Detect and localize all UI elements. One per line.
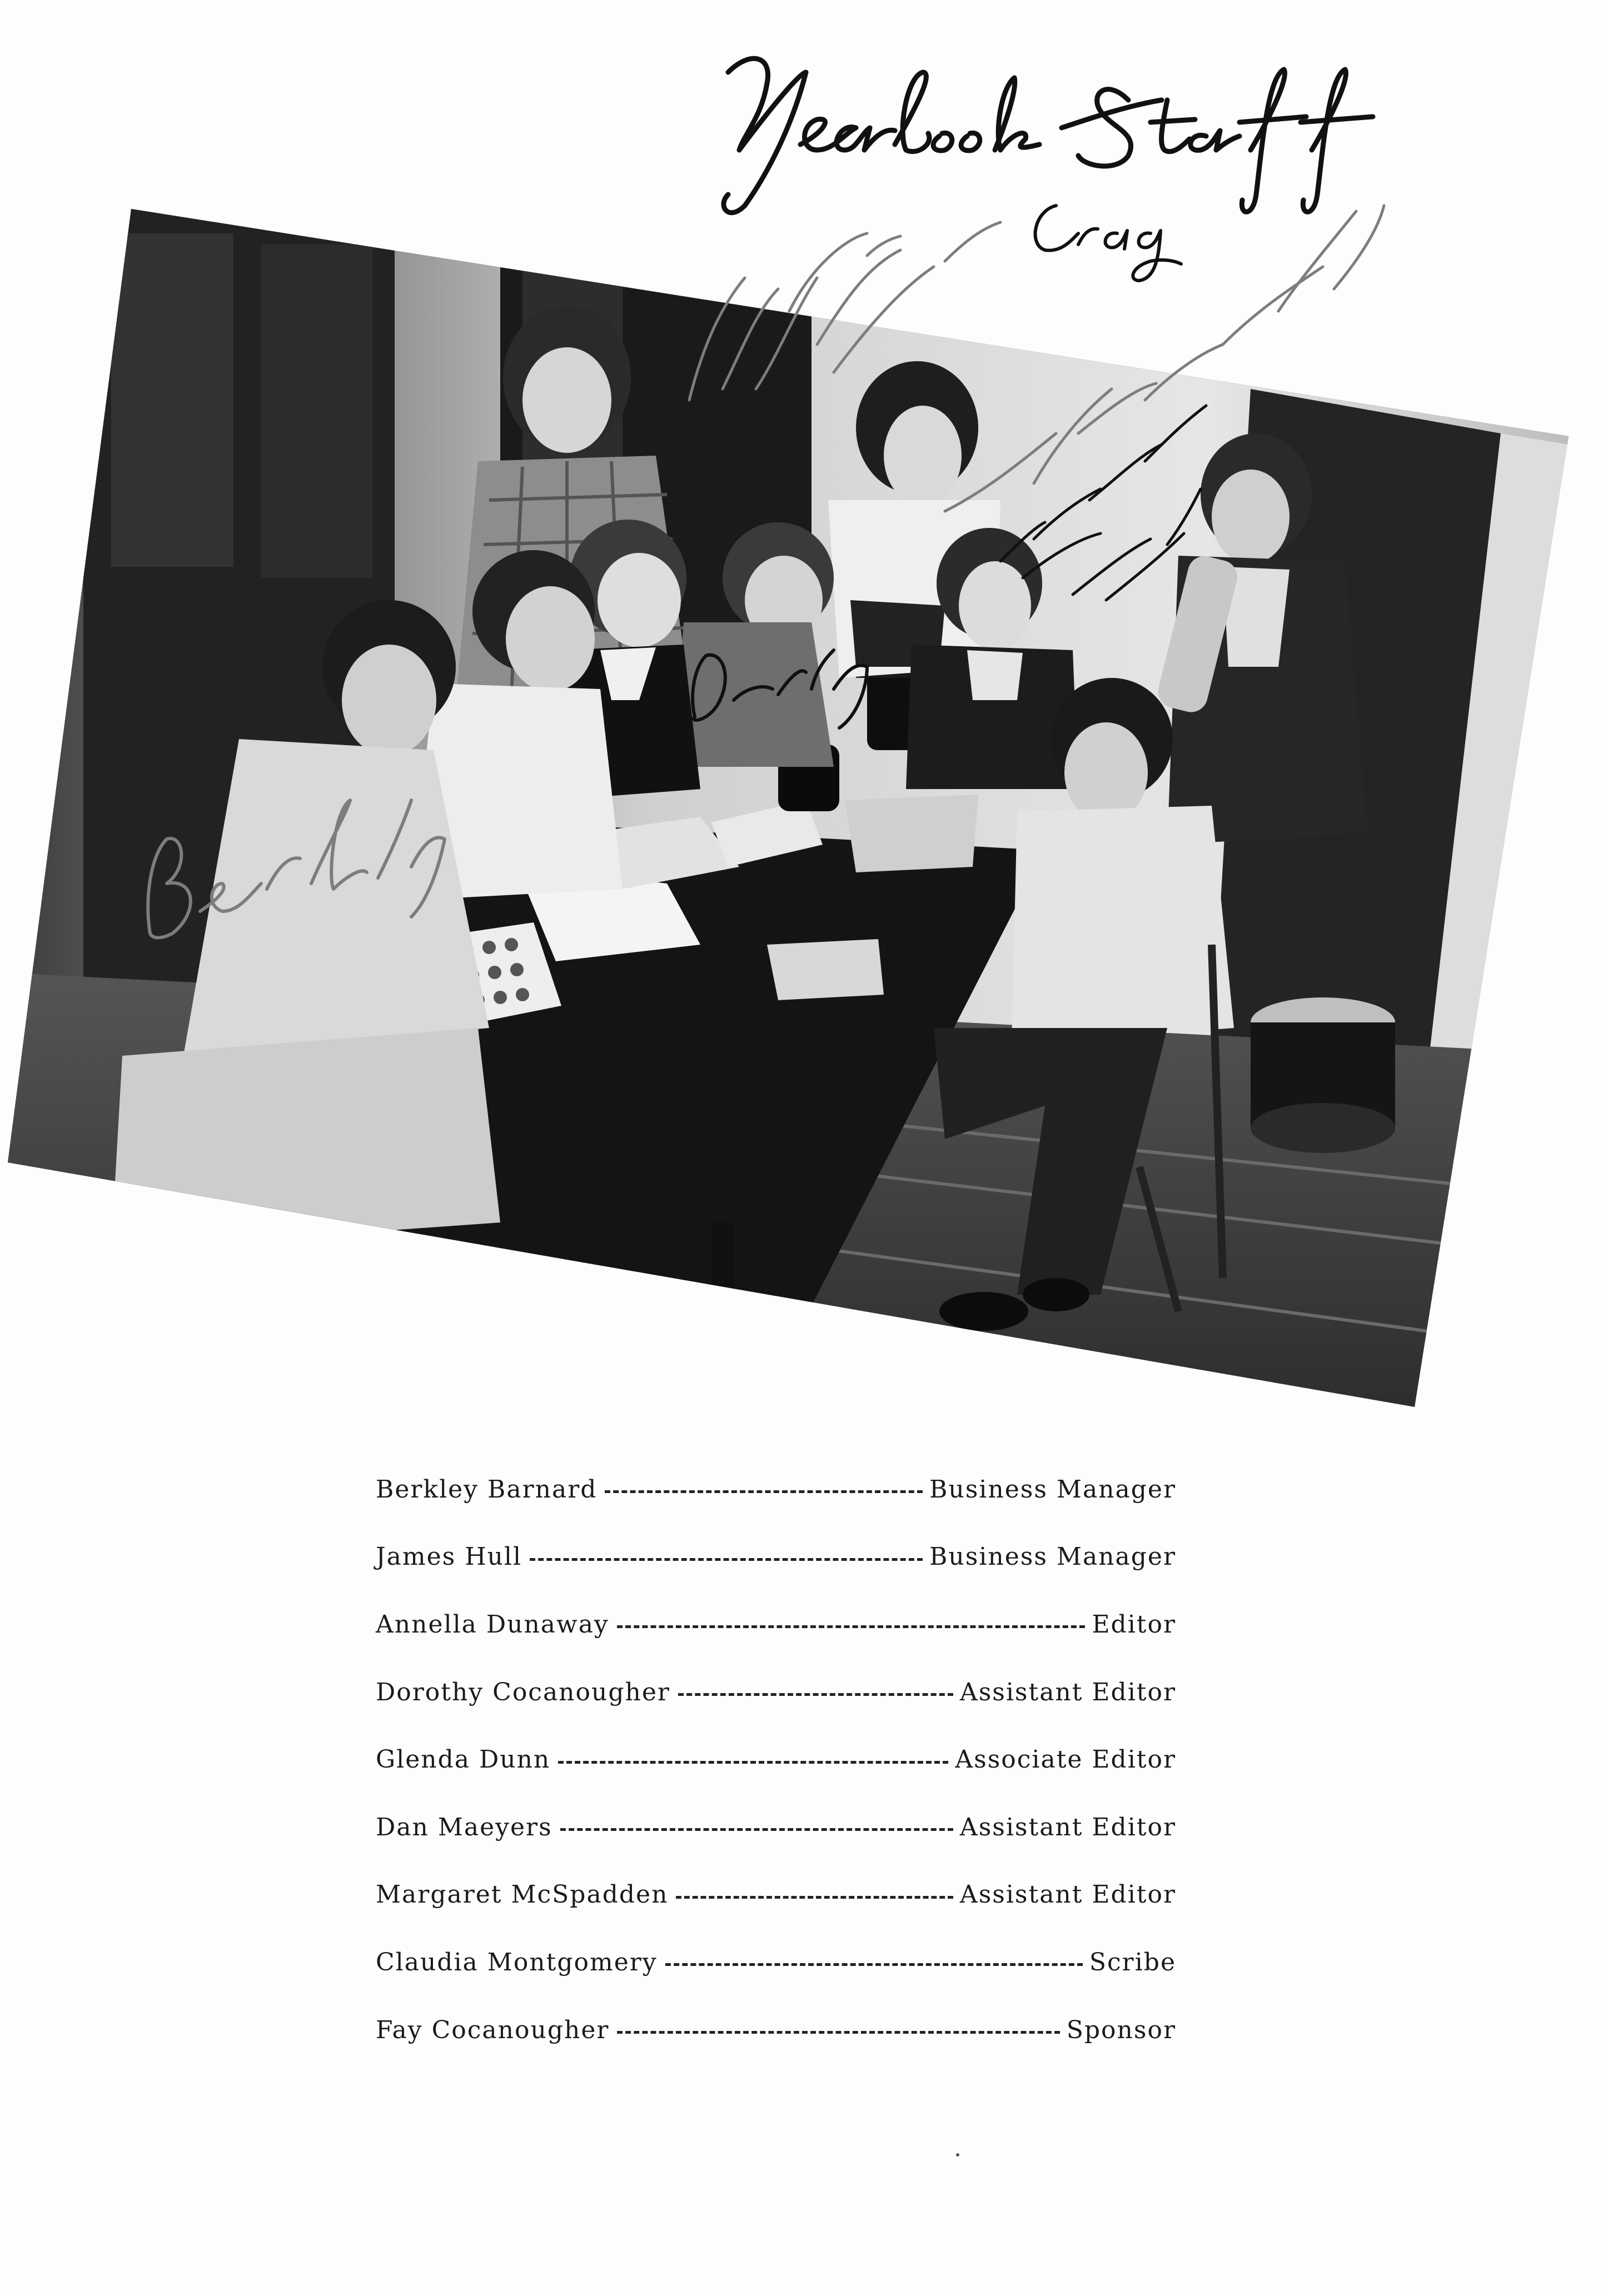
- roster-name: Glenda Dunn: [376, 1745, 551, 1774]
- roster-row: [376, 1794, 1176, 1861]
- roster-row: [376, 1591, 1176, 1659]
- roster-leader: [560, 1828, 953, 1831]
- roster-row: [376, 1524, 1176, 1591]
- roster-leader: [617, 1625, 1086, 1628]
- roster-role: Business Manager: [929, 1475, 1176, 1504]
- roster-leader: [530, 1558, 923, 1561]
- roster-role: Business Manager: [929, 1543, 1176, 1571]
- roster-leader: [558, 1761, 948, 1764]
- roster-leader: [678, 1693, 953, 1696]
- roster-leader: [617, 2031, 1059, 2034]
- roster-name: Claudia Montgomery: [376, 1948, 658, 1976]
- roster-name: Dorothy Cocanougher: [376, 1678, 670, 1706]
- roster-row: [376, 1456, 1176, 1524]
- roster-leader: [605, 1490, 923, 1493]
- roster-role: Assistant Editor: [959, 1813, 1176, 1841]
- roster-name: Margaret McSpadden: [376, 1880, 669, 1909]
- roster-row: [376, 1929, 1176, 1996]
- roster-role: Sponsor: [1066, 2015, 1176, 2044]
- page-subtitle: [1034, 200, 1178, 278]
- roster-role: Editor: [1092, 1610, 1176, 1639]
- roster-role: Assistant Editor: [959, 1678, 1176, 1706]
- roster-name: James Hull: [376, 1543, 522, 1571]
- roster-role: Assistant Editor: [959, 1880, 1176, 1909]
- roster-row: [376, 1726, 1176, 1794]
- roster-leader: [676, 1896, 953, 1899]
- roster-name: Dan Maeyers: [376, 1813, 552, 1841]
- paper-speck: [956, 2153, 959, 2157]
- roster-name: Fay Cocanougher: [376, 2015, 610, 2044]
- roster-role: Scribe: [1089, 1948, 1176, 1976]
- roster-role: Associate Editor: [955, 1745, 1176, 1774]
- roster-row: [376, 1861, 1176, 1929]
- roster-name: Berkley Barnard: [376, 1475, 598, 1504]
- roster-row: [376, 1996, 1176, 2064]
- roster-row: [376, 1659, 1176, 1726]
- staff-roster: [376, 1456, 1176, 2064]
- roster-leader: [665, 1963, 1083, 1966]
- roster-name: Annella Dunaway: [376, 1610, 609, 1639]
